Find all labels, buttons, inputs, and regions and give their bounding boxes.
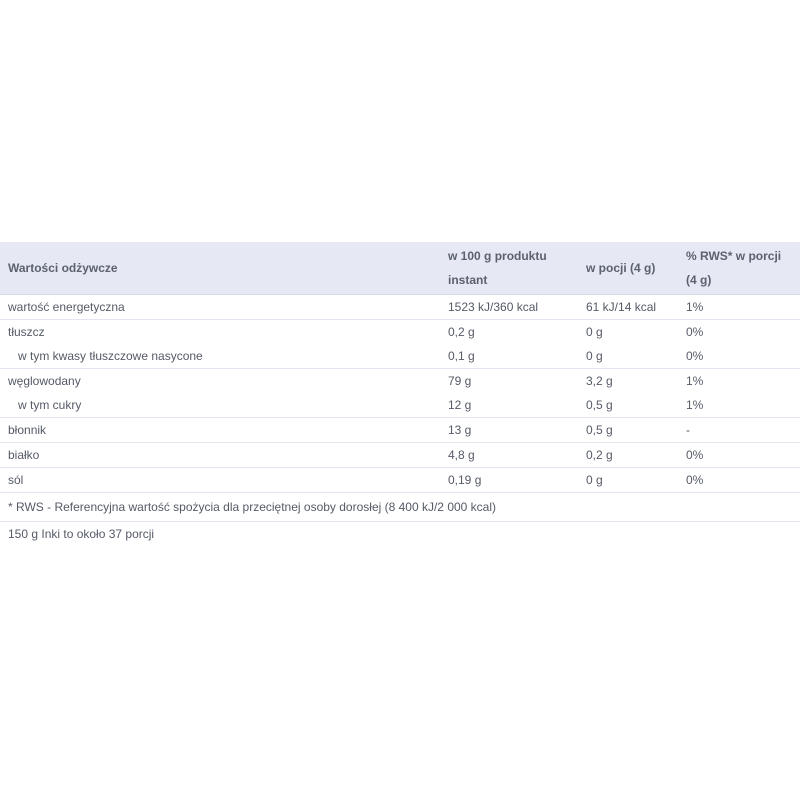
value-per-100g: 1523 kJ/360 kcal <box>440 295 578 320</box>
value-per-100g: 0,19 g <box>440 468 578 493</box>
value-rws: 1% <box>678 295 800 320</box>
value-rws: 0% <box>678 468 800 493</box>
table-row <box>0 369 800 394</box>
table-row <box>0 295 800 320</box>
value-per-serving: 0 g <box>586 349 603 363</box>
nutrition-table <box>0 242 800 546</box>
value-per-100g: 12 g <box>448 398 472 412</box>
header-row <box>0 242 800 295</box>
nutrient-name: w tym cukry <box>18 398 82 412</box>
nutrient-name: białko <box>0 443 440 468</box>
value-per-100g: 4,8 g <box>440 443 578 468</box>
nutrient-name: wartość energetyczna <box>0 295 440 320</box>
value-per-serving: 0,5 g <box>586 398 613 412</box>
nutrition-table-container <box>0 242 800 546</box>
nutrient-name: tłuszcz <box>0 320 440 345</box>
footnote-empty-cell <box>678 493 800 522</box>
value-per-serving: 0,5 g <box>578 418 678 443</box>
header-per-100g: w 100 g produktu instant <box>440 242 578 295</box>
value-per-100g: 13 g <box>440 418 578 443</box>
footnote-row <box>0 493 800 522</box>
table-row <box>0 344 800 369</box>
value-rws: 1% <box>678 369 800 394</box>
nutrient-name: błonnik <box>0 418 440 443</box>
portion-empty-cell <box>678 522 800 547</box>
value-rws: 0% <box>678 443 800 468</box>
value-rws: - <box>678 418 800 443</box>
portion-row <box>0 522 800 547</box>
table-row <box>0 468 800 493</box>
footnote-empty-cell <box>578 493 678 522</box>
table-row <box>0 320 800 345</box>
header-per-serving: w pocji (4 g) <box>578 242 678 295</box>
value-per-serving: 3,2 g <box>578 369 678 394</box>
portion-note: 150 g Inki to około 37 porcji <box>0 522 678 547</box>
nutrient-name: węglowodany <box>0 369 440 394</box>
value-per-100g: 0,2 g <box>440 320 578 345</box>
value-rws: 0% <box>678 320 800 345</box>
table-row <box>0 393 800 418</box>
table-body <box>0 295 800 547</box>
value-per-100g: 0,1 g <box>448 349 475 363</box>
nutrient-name: w tym kwasy tłuszczowe nasycone <box>18 349 203 363</box>
value-per-100g: 79 g <box>440 369 578 394</box>
table-header <box>0 242 800 295</box>
value-per-serving: 61 kJ/14 kcal <box>578 295 678 320</box>
value-rws: 1% <box>678 393 800 418</box>
value-rws: 0% <box>678 344 800 369</box>
rws-footnote: * RWS - Referencyjna wartość spożycia dla przeciętnej osoby dorosłej (8 400 kJ/2 000 kcal) <box>0 493 578 522</box>
header-rws: % RWS* w porcji (4 g) <box>678 242 800 295</box>
value-per-serving: 0,2 g <box>578 443 678 468</box>
table-row <box>0 443 800 468</box>
value-per-serving: 0 g <box>578 468 678 493</box>
header-nutrient: Wartości odżywcze <box>0 242 440 295</box>
table-row <box>0 418 800 443</box>
nutrient-name: sól <box>0 468 440 493</box>
value-per-serving: 0 g <box>578 320 678 345</box>
